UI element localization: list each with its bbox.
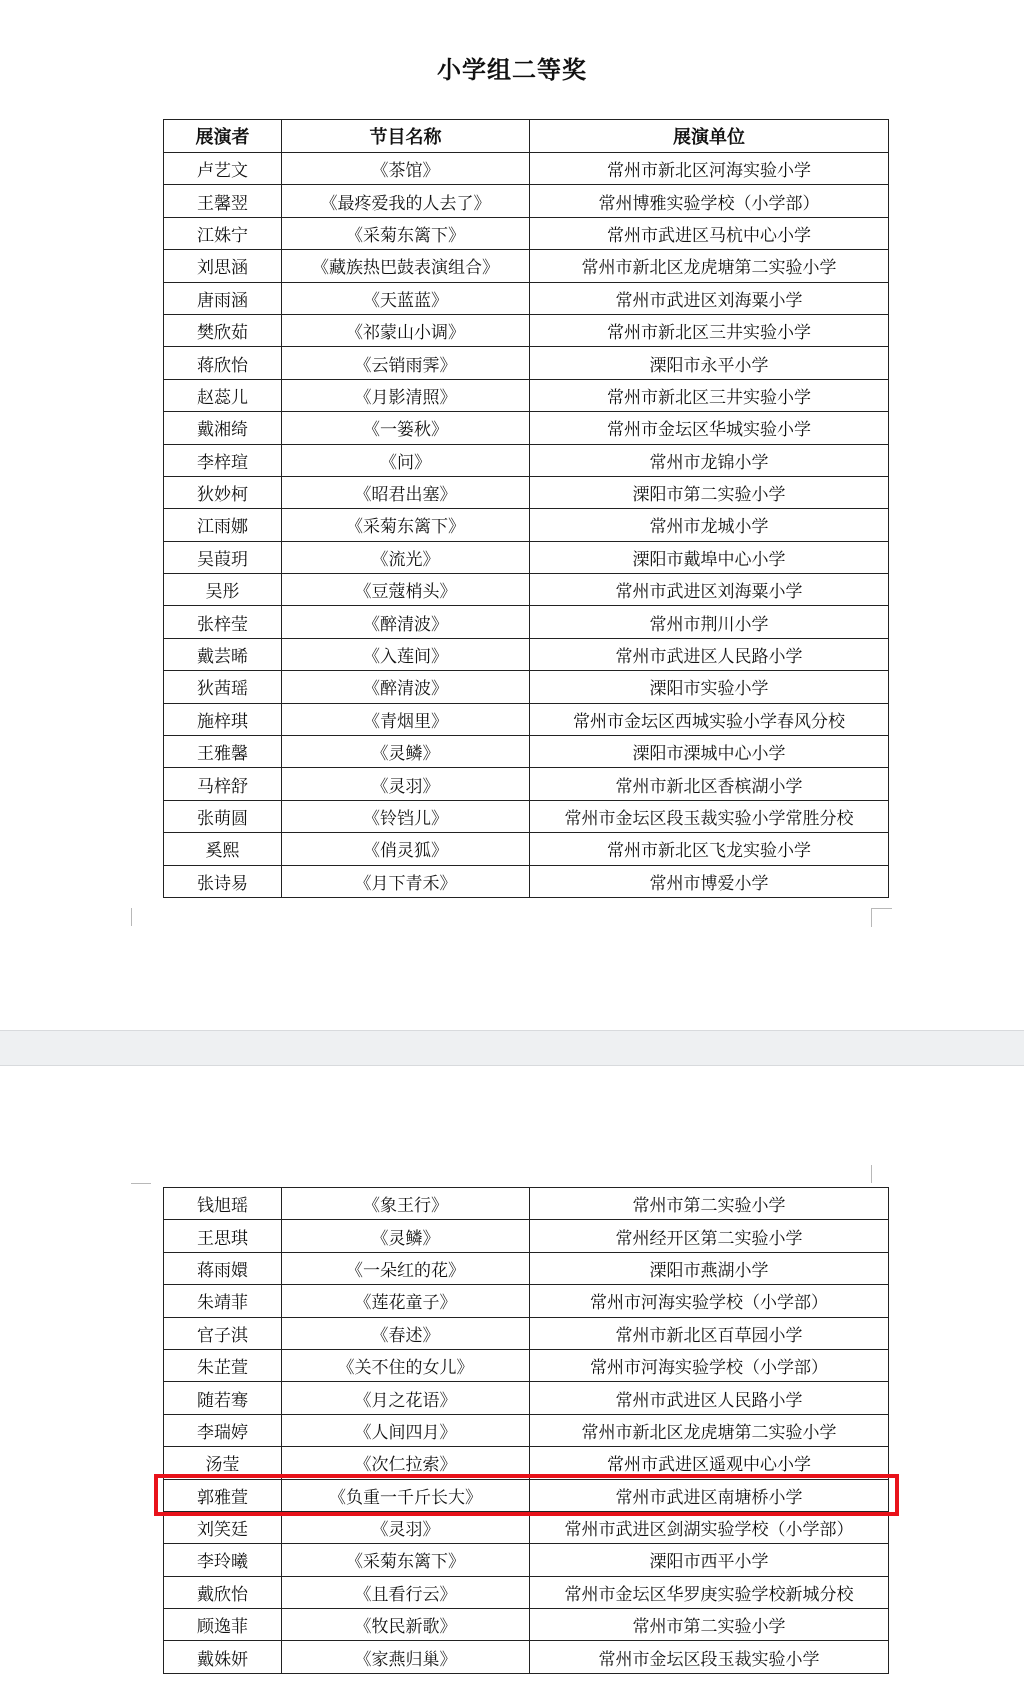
cell-unit: 常州市第二实验小学 xyxy=(530,1609,889,1641)
cell-performer: 唐雨涵 xyxy=(164,282,282,314)
table-row xyxy=(164,800,889,832)
cell-program: 《人间四月》 xyxy=(282,1414,530,1446)
cell-program: 《灵鳞》 xyxy=(282,736,530,768)
table-row xyxy=(164,476,889,508)
cell-program: 《醉清波》 xyxy=(282,671,530,703)
cell-unit: 溧阳市戴埠中心小学 xyxy=(530,541,889,573)
table-row xyxy=(164,444,889,476)
page-corner-mark xyxy=(871,1165,892,1183)
cell-program: 《祁蒙山小调》 xyxy=(282,314,530,346)
cell-unit: 常州市武进区剑湖实验学校（小学部） xyxy=(530,1511,889,1543)
cell-program: 《云销雨霁》 xyxy=(282,347,530,379)
table-row xyxy=(164,1252,889,1284)
table-row xyxy=(164,412,889,444)
cell-program: 《灵鳞》 xyxy=(282,1220,530,1252)
cell-unit: 常州市新北区龙虎塘第二实验小学 xyxy=(530,1414,889,1446)
table-row xyxy=(164,541,889,573)
cell-unit: 常州市金坛区段玉裁实验小学 xyxy=(530,1641,889,1673)
cell-performer: 奚熙 xyxy=(164,833,282,865)
table-row xyxy=(164,1609,889,1641)
cell-unit: 常州市新北区龙虎塘第二实验小学 xyxy=(530,250,889,282)
cell-unit: 常州市新北区百草园小学 xyxy=(530,1317,889,1349)
cell-performer: 郭雅萱 xyxy=(164,1479,282,1511)
cell-program: 《春述》 xyxy=(282,1317,530,1349)
cell-performer: 张诗易 xyxy=(164,865,282,897)
cell-program: 《天蓝蓝》 xyxy=(282,282,530,314)
cell-unit: 常州市金坛区华罗庚实验学校新城分校 xyxy=(530,1576,889,1608)
cell-program: 《采菊东篱下》 xyxy=(282,509,530,541)
cell-performer: 马梓舒 xyxy=(164,768,282,800)
page-corner-mark xyxy=(871,908,892,927)
award-table-page-1 xyxy=(163,119,889,898)
cell-unit: 常州市龙锦小学 xyxy=(530,444,889,476)
cell-unit: 溧阳市永平小学 xyxy=(530,347,889,379)
cell-performer: 王雅馨 xyxy=(164,736,282,768)
cell-performer: 吴葭玥 xyxy=(164,541,282,573)
table-row xyxy=(164,250,889,282)
cell-program: 《次仁拉索》 xyxy=(282,1447,530,1479)
table-row xyxy=(164,574,889,606)
cell-performer: 蒋雨嬛 xyxy=(164,1252,282,1284)
header-performer: 展演者 xyxy=(164,120,282,153)
cell-program: 《负重一千斤长大》 xyxy=(282,1479,530,1511)
cell-program: 《灵羽》 xyxy=(282,1511,530,1543)
cell-program: 《铃铛儿》 xyxy=(282,800,530,832)
cell-program: 《莲花童子》 xyxy=(282,1285,530,1317)
cell-program: 《一篓秋》 xyxy=(282,412,530,444)
cell-unit: 常州市武进区人民路小学 xyxy=(530,638,889,670)
cell-program: 《月下青禾》 xyxy=(282,865,530,897)
table-row xyxy=(164,347,889,379)
table-row xyxy=(164,638,889,670)
table-row xyxy=(164,736,889,768)
table-row xyxy=(164,865,889,897)
cell-performer: 狄妙柯 xyxy=(164,476,282,508)
cell-unit: 溧阳市溧城中心小学 xyxy=(530,736,889,768)
page-corner-mark xyxy=(131,908,152,926)
cell-program: 《流光》 xyxy=(282,541,530,573)
cell-unit: 常州市博爱小学 xyxy=(530,865,889,897)
cell-program: 《采菊东篱下》 xyxy=(282,217,530,249)
cell-performer: 朱芷萱 xyxy=(164,1349,282,1381)
cell-unit: 常州市新北区三井实验小学 xyxy=(530,379,889,411)
cell-program: 《醉清波》 xyxy=(282,606,530,638)
cell-performer: 钱旭瑶 xyxy=(164,1188,282,1220)
cell-program: 《月影清照》 xyxy=(282,379,530,411)
cell-performer: 随若骞 xyxy=(164,1382,282,1414)
page-title: 小学组二等奖 xyxy=(437,56,587,84)
cell-performer: 顾逸菲 xyxy=(164,1609,282,1641)
table-row xyxy=(164,671,889,703)
cell-unit: 常州市武进区刘海粟小学 xyxy=(530,574,889,606)
cell-unit: 常州市武进区人民路小学 xyxy=(530,1382,889,1414)
cell-unit: 溧阳市燕湖小学 xyxy=(530,1252,889,1284)
table-row xyxy=(164,153,889,185)
cell-program: 《一朵红的花》 xyxy=(282,1252,530,1284)
cell-performer: 张萌圆 xyxy=(164,800,282,832)
cell-unit: 常州博雅实验学校（小学部） xyxy=(530,185,889,217)
cell-performer: 戴湘绮 xyxy=(164,412,282,444)
page-corner-mark xyxy=(131,1165,151,1184)
cell-program: 《最疼爱我的人去了》 xyxy=(282,185,530,217)
cell-unit: 常州市龙城小学 xyxy=(530,509,889,541)
cell-unit: 溧阳市西平小学 xyxy=(530,1544,889,1576)
cell-performer: 刘思涵 xyxy=(164,250,282,282)
cell-performer: 樊欣茹 xyxy=(164,314,282,346)
table-row xyxy=(164,1641,889,1673)
cell-program: 《问》 xyxy=(282,444,530,476)
cell-performer: 李瑞婷 xyxy=(164,1414,282,1446)
table-row xyxy=(164,185,889,217)
table-row xyxy=(164,1349,889,1381)
table-row xyxy=(164,1285,889,1317)
table-row xyxy=(164,768,889,800)
cell-unit: 常州市荆川小学 xyxy=(530,606,889,638)
table-row xyxy=(164,1544,889,1576)
table-row xyxy=(164,1220,889,1252)
cell-unit: 常州市武进区刘海粟小学 xyxy=(530,282,889,314)
cell-performer: 戴欣怡 xyxy=(164,1576,282,1608)
cell-unit: 常州市武进区马杭中心小学 xyxy=(530,217,889,249)
cell-performer: 江姝宁 xyxy=(164,217,282,249)
cell-program: 《家燕归巢》 xyxy=(282,1641,530,1673)
cell-performer: 刘笑廷 xyxy=(164,1511,282,1543)
cell-program: 《牧民新歌》 xyxy=(282,1609,530,1641)
cell-performer: 赵蕊儿 xyxy=(164,379,282,411)
table-row xyxy=(164,509,889,541)
cell-unit: 溧阳市第二实验小学 xyxy=(530,476,889,508)
cell-performer: 施梓琪 xyxy=(164,703,282,735)
table-row xyxy=(164,217,889,249)
table-row xyxy=(164,703,889,735)
cell-unit: 常州市新北区香槟湖小学 xyxy=(530,768,889,800)
cell-unit: 常州经开区第二实验小学 xyxy=(530,1220,889,1252)
cell-program: 《豆蔻梢头》 xyxy=(282,574,530,606)
cell-unit: 常州市武进区遥观中心小学 xyxy=(530,1447,889,1479)
cell-program: 《青烟里》 xyxy=(282,703,530,735)
table-row xyxy=(164,1447,889,1479)
award-table-page-2 xyxy=(163,1187,889,1674)
page-separator xyxy=(0,1030,1024,1066)
table-row xyxy=(164,833,889,865)
cell-performer: 吴彤 xyxy=(164,574,282,606)
cell-program: 《茶馆》 xyxy=(282,153,530,185)
cell-performer: 蒋欣怡 xyxy=(164,347,282,379)
cell-performer: 江雨娜 xyxy=(164,509,282,541)
cell-program: 《俏灵狐》 xyxy=(282,833,530,865)
table-row xyxy=(164,606,889,638)
cell-performer: 戴姝妍 xyxy=(164,1641,282,1673)
table-row xyxy=(164,1317,889,1349)
cell-program: 《采菊东篱下》 xyxy=(282,1544,530,1576)
cell-unit: 常州市新北区三井实验小学 xyxy=(530,314,889,346)
cell-performer: 卢艺文 xyxy=(164,153,282,185)
cell-program: 《关不住的女儿》 xyxy=(282,1349,530,1381)
table-row xyxy=(164,1382,889,1414)
cell-program: 《月之花语》 xyxy=(282,1382,530,1414)
cell-unit: 常州市河海实验学校（小学部） xyxy=(530,1285,889,1317)
cell-performer: 狄茜瑶 xyxy=(164,671,282,703)
cell-unit: 常州市第二实验小学 xyxy=(530,1188,889,1220)
cell-unit: 常州市河海实验学校（小学部） xyxy=(530,1349,889,1381)
cell-performer: 李梓瑄 xyxy=(164,444,282,476)
table-row xyxy=(164,282,889,314)
header-unit: 展演单位 xyxy=(530,120,889,153)
cell-performer: 王馨翌 xyxy=(164,185,282,217)
table-row xyxy=(164,1188,889,1220)
cell-performer: 汤莹 xyxy=(164,1447,282,1479)
cell-unit: 常州市武进区南塘桥小学 xyxy=(530,1479,889,1511)
cell-performer: 李玲曦 xyxy=(164,1544,282,1576)
table-row xyxy=(164,1414,889,1446)
cell-program: 《昭君出塞》 xyxy=(282,476,530,508)
cell-unit: 常州市金坛区华城实验小学 xyxy=(530,412,889,444)
table-row xyxy=(164,379,889,411)
cell-program: 《灵羽》 xyxy=(282,768,530,800)
cell-program: 《且看行云》 xyxy=(282,1576,530,1608)
cell-performer: 戴芸晞 xyxy=(164,638,282,670)
cell-unit: 溧阳市实验小学 xyxy=(530,671,889,703)
cell-performer: 张梓莹 xyxy=(164,606,282,638)
cell-unit: 常州市金坛区西城实验小学春风分校 xyxy=(530,703,889,735)
table-row xyxy=(164,1511,889,1543)
cell-program: 《象王行》 xyxy=(282,1188,530,1220)
cell-program: 《藏族热巴鼓表演组合》 xyxy=(282,250,530,282)
cell-program: 《入莲间》 xyxy=(282,638,530,670)
cell-performer: 官子淇 xyxy=(164,1317,282,1349)
cell-unit: 常州市金坛区段玉裁实验小学常胜分校 xyxy=(530,800,889,832)
cell-performer: 王思琪 xyxy=(164,1220,282,1252)
table-row xyxy=(164,1576,889,1608)
cell-unit: 常州市新北区飞龙实验小学 xyxy=(530,833,889,865)
cell-performer: 朱靖菲 xyxy=(164,1285,282,1317)
table-header-row xyxy=(164,120,889,153)
cell-unit: 常州市新北区河海实验小学 xyxy=(530,153,889,185)
header-program: 节目名称 xyxy=(282,120,530,153)
table-row xyxy=(164,314,889,346)
table-row xyxy=(164,1479,889,1511)
